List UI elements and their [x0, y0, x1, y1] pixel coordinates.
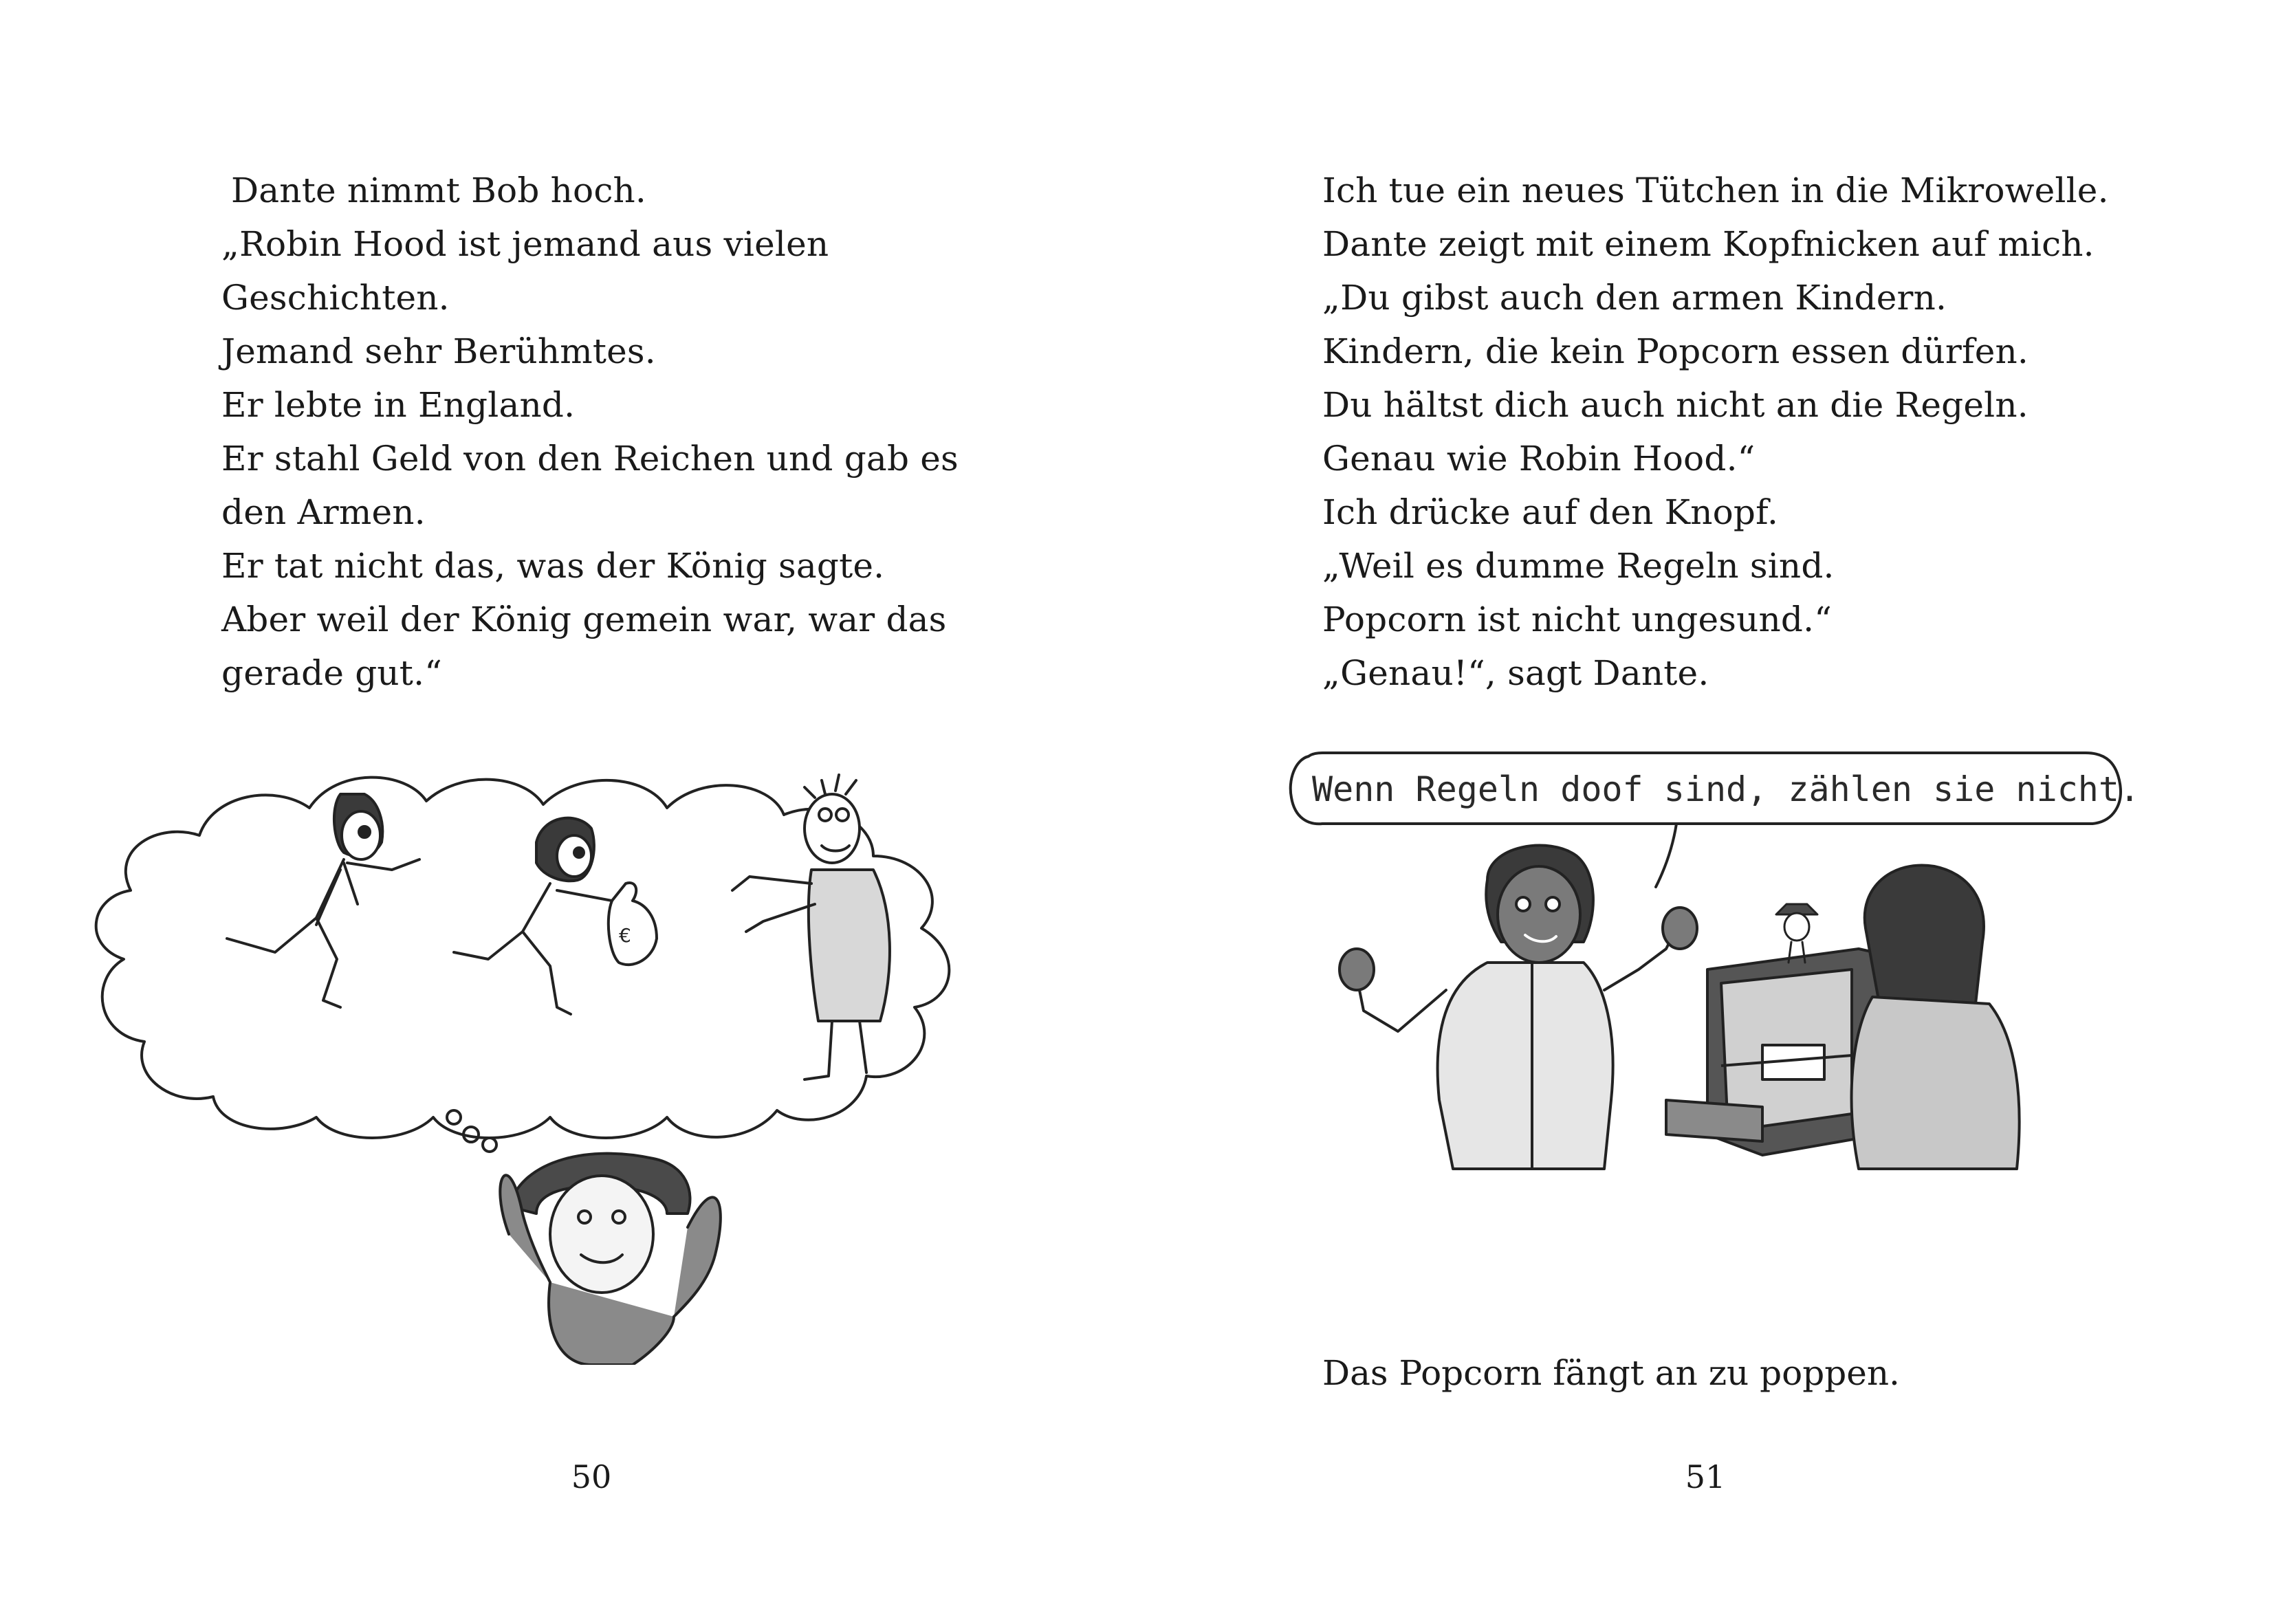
- text-line: Genau wie Robin Hood.“: [1322, 439, 1756, 479]
- text-line: „Genau!“, sagt Dante.: [1322, 653, 1709, 693]
- thought-bubble-illustration: [69, 732, 983, 1365]
- girl-with-moneybag-figure: [454, 818, 657, 1014]
- text-line: den Armen.: [221, 492, 426, 532]
- text-line: Ich drücke auf den Knopf.: [1322, 492, 1779, 532]
- text-line: Aber weil der König gemein war, war das: [221, 600, 947, 639]
- closing-line: Das Popcorn fängt an zu poppen.: [1322, 1353, 1900, 1393]
- text-line: Geschichten.: [221, 278, 450, 318]
- text-line: Er tat nicht das, was der König sagte.: [221, 546, 885, 586]
- hand-holding-bob: [500, 1154, 721, 1365]
- text-line: Jemand sehr Berühmtes.: [221, 331, 656, 371]
- text-line: Dante zeigt mit einem Kopfnicken auf mich.: [1322, 224, 2095, 264]
- left-page-text: [221, 164, 998, 700]
- running-king-figure: [227, 794, 419, 1007]
- popcorn-scene-illustration: [1281, 743, 2161, 1238]
- bob-figure: [1776, 904, 1817, 963]
- dante-figure: [1340, 846, 1697, 1169]
- speech-bubble-text: Wenn Regeln doof sind, zählen sie nicht.: [1312, 769, 2141, 809]
- text-line: „Weil es dumme Regeln sind.: [1322, 546, 1835, 586]
- page-number: 50: [571, 1458, 612, 1495]
- thought-dot: [483, 1138, 496, 1152]
- text-line: Dante nimmt Bob hoch.: [231, 171, 647, 210]
- poor-man-figure: [732, 775, 890, 1079]
- text-line: Popcorn ist nicht ungesund.“: [1322, 600, 1832, 639]
- svg-text:€: €: [619, 924, 631, 947]
- text-line: Er stahl Geld von den Reichen und gab es: [221, 439, 959, 479]
- thought-dot: [447, 1110, 461, 1124]
- right-page: [1137, 0, 2274, 1624]
- text-line: Ich tue ein neues Tütchen in die Mikrowelle.: [1322, 171, 2109, 210]
- text-line: „Robin Hood ist jemand aus vielen: [221, 224, 829, 264]
- right-page-text: [1322, 164, 2168, 700]
- text-line: Du hältst dich auch nicht an die Regeln.: [1322, 385, 2029, 425]
- page-number: 51: [1685, 1458, 1726, 1495]
- narrator-figure: [1852, 865, 2020, 1169]
- text-line: „Du gibst auch den armen Kindern.: [1322, 278, 1947, 318]
- text-line: gerade gut.“: [221, 653, 442, 693]
- text-line: Kindern, die kein Popcorn essen dürfen.: [1322, 331, 2029, 371]
- text-line: Er lebte in England.: [221, 385, 576, 425]
